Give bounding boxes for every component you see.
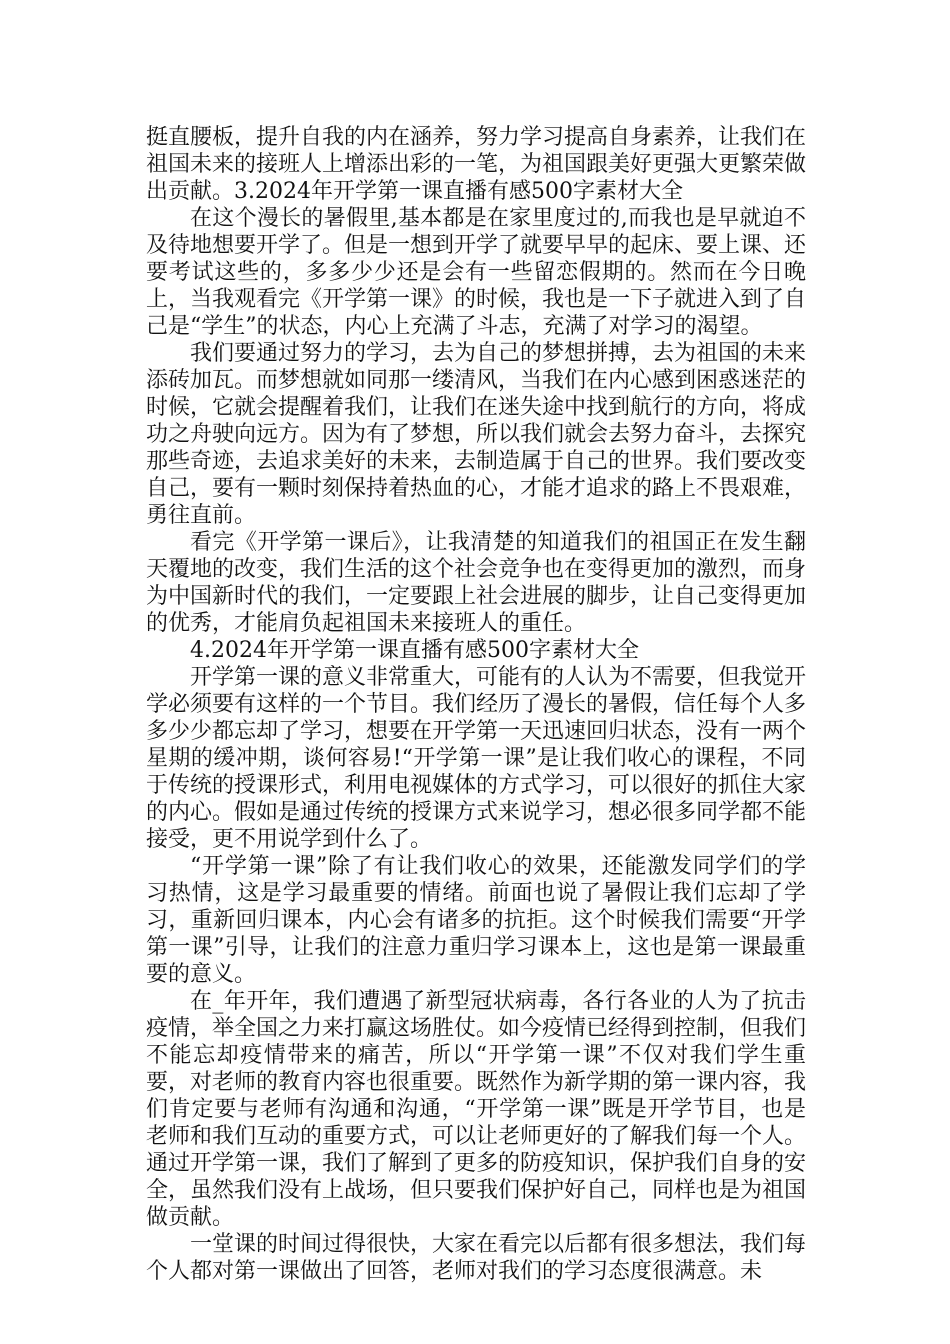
section-heading-4: 4.2024年开学第一课直播有感500字素材大全 (190, 638, 639, 663)
paragraph-4: 看完《开学第一课后》，让我清楚的知道我们的祖国正在发生翻天覆地的改变，我们生活的这个社会竞争也在变得更加的激烈，而身为中国新时代的我们，一定要跟上社会进展的脚步，让自己变得更加的优秀，才能肩负起祖国未来接班人的重任。 (146, 530, 807, 636)
document-body (146, 124, 806, 1285)
paragraph-7: 在_年开年，我们遭遇了新型冠状病毒，各行各业的人为了抗击疫情，举全国之力来打赢这场胜仗。如今疫情已经得到控制，但我们不能忘却疫情带来的痛苦，所以“开学第一课”不仅对我们学生重要，对老师的教育内容也很重要。既然作为新学期的第一课内容，我们肯定要与老师有沟通和沟通，“开学第一课”既是开学节目，也是老师和我们互动的重要方式，可以让老师更好的了解我们每一个人。通过开学第一课，我们了解到了更多的防疫知识，保护我们自身的安全，虽然我们没有上战场，但只要我们保护好自己，同样也是为祖国做贡献。 (146, 989, 807, 1230)
paragraph-3: 我们要通过努力的学习，去为自己的梦想拼搏，去为祖国的未来添砖加瓦。而梦想就如同那一缕清风，当我们在内心感到困惑迷茫的时候，它就会提醒着我们，让我们在迷失途中找到航行的方向，将成功之舟驶向远方。因为有了梦想，所以我们就会去努力奋斗，去探究那些奇迹，去追求美好的未来，去制造属于自己的世界。我们要改变自己，要有一颗时刻保持着热血的心，才能才追求的路上不畏艰难，勇往直前。 (146, 341, 807, 528)
paragraph-8: 一堂课的时间过得很快，大家在看完以后都有很多想法，我们每个人都对第一课做出了回答，老师对我们的学习态度很满意。未 (146, 1232, 807, 1284)
paragraph-2: 在这个漫长的暑假里,基本都是在家里度过的,而我也是早就迫不及待地想要开学了。但是一想到开学了就要早早的起床、要上课、还要考试这些的，多多少少还是会有一些留恋假期的。然而在今日晚上，当我观看完《开学第一课》的时候，我也是一下子就进入到了自己是“学生”的状态，内心上充满了斗志，充满了对学习的渴望。 (146, 206, 807, 339)
paragraph-5: 开学第一课的意义非常重大，可能有的人认为不需要，但我觉开学必须要有这样的一个节目。我们经历了漫长的暑假，信任每个人多多少少都忘却了学习，想要在开学第一天迅速回归状态，没有一两个星期的缓冲期，谈何容易!“开学第一课”是让我们收心的课程，不同于传统的授课形式，利用电视媒体的方式学习，可以很好的抓住大家的内心。假如是通过传统的授课方式来说学习，想必很多同学都不能接受，更不用说学到什么了。 (146, 665, 807, 852)
paragraph-1: 挺直腰板，提升自我的内在涵养，努力学习提高自身素养，让我们在祖国未来的接班人上增添出彩的一笔，为祖国跟美好更强大更繁荣做出贡献。3.2024年开学第一课直播有感500字素材大全 (146, 125, 807, 204)
paragraph-6: “开学第一课”除了有让我们收心的效果，还能激发同学们的学习热情，这是学习最重要的情绪。前面也说了暑假让我们忘却了学习，重新回归课本，内心会有诸多的抗拒。这个时候我们需要“开学第一课”引导，让我们的注意力重归学习课本上，这也是第一课最重要的意义。 (146, 854, 806, 987)
